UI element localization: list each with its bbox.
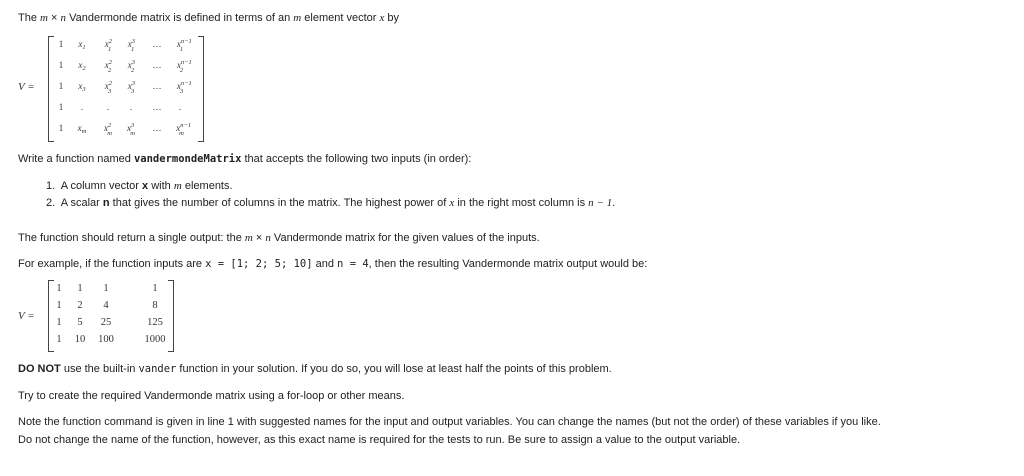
math-n: n (265, 232, 271, 244)
matrix-entry: 1 (58, 102, 64, 112)
example-text: For example, if the function inputs are (18, 258, 206, 270)
matrix-entry (70, 60, 94, 70)
matrix-entry: 1 (152, 283, 158, 294)
intro-paragraph (18, 12, 399, 24)
matrix-entry (168, 122, 192, 137)
times-symbol: × (252, 232, 266, 244)
symbol-subscript: 3 (131, 88, 135, 95)
list-text: that gives the number of columns in the matrix. The highest power of (109, 197, 450, 209)
symbol-base: x (104, 60, 109, 70)
try-paragraph (18, 390, 404, 402)
list-number: 1. (46, 180, 56, 192)
matrix-entry: … (152, 81, 162, 91)
example-vandermonde-matrix (18, 278, 178, 354)
matrix-entry: 25 (100, 317, 112, 328)
matrix-entry (168, 59, 192, 74)
times-symbol: × (47, 12, 61, 24)
symbol-base: x (176, 123, 181, 133)
return-text: Vandermonde matrix for the given values of the inputs. (270, 232, 540, 244)
matrix-entry (70, 123, 94, 133)
list-text: A column vector (60, 180, 143, 192)
vander-code: vander (138, 363, 177, 375)
matrix-entry: 1 (56, 317, 62, 328)
note-text: Note the function command is given in line 1 with suggested names for the input and output variables. You can change the names (but not the order) of these variables if you like. (18, 416, 881, 428)
symbol-subscript: m (81, 128, 87, 135)
write-text: that accepts the following two inputs (in order): (241, 153, 472, 165)
symbol-superscript: 3 (131, 59, 135, 66)
symbol-base: x (104, 39, 109, 49)
symbol-subscript: 2 (131, 67, 135, 74)
return-text: The function should return a single output: the (18, 232, 245, 244)
symbol-superscript: n−1 (180, 122, 192, 129)
symbol-base: x (104, 81, 109, 91)
matrix-lhs-label: V = (18, 81, 35, 93)
list-text: A scalar (60, 197, 103, 209)
list-text: with (148, 180, 174, 192)
symbol-subscript: 1 (131, 46, 135, 53)
symbol-subscript: 2 (108, 67, 112, 74)
list-text: . (612, 197, 616, 209)
symbol-base: x (127, 39, 132, 49)
donot-text: use the built-in (60, 363, 139, 375)
matrix-entry (168, 80, 192, 95)
example-x-code: x = [1; 2; 5; 10] (205, 258, 313, 270)
symbol-subscript: 3 (108, 88, 112, 95)
math-m: m (40, 12, 48, 24)
matrix-entry (119, 59, 143, 74)
intro-text: The (18, 12, 41, 24)
intro-text: by (384, 12, 400, 24)
matrix-lhs-label: V = (18, 310, 35, 322)
symbol-superscript: 2 (108, 80, 112, 87)
symbol-superscript: 3 (131, 80, 135, 87)
note-paragraph-line-1 (18, 416, 881, 428)
example-n-code: n = 4 (337, 258, 369, 270)
matrix-entry: 8 (152, 300, 158, 311)
matrix-entry: 4 (103, 300, 109, 311)
matrix-entry: 1 (56, 300, 62, 311)
symbol-base: x (77, 123, 82, 133)
matrix-entry: 1 (56, 283, 62, 294)
symbol-base: x (78, 39, 83, 49)
symbol-subscript: m (130, 130, 135, 137)
list-text: elements. (181, 180, 233, 192)
list-bold-term: x (142, 180, 149, 192)
math-m: m (244, 232, 253, 244)
symbol-subscript: 1 (108, 46, 112, 53)
matrix-entry (96, 80, 120, 95)
symbol-base: x (127, 81, 132, 91)
donot-bold: DO NOT (18, 363, 61, 375)
symbol-base: x (127, 60, 132, 70)
write-text: Write a function named (18, 153, 134, 165)
math-n: n (60, 12, 67, 24)
symbol-superscript: n−1 (180, 59, 192, 66)
symbol-superscript: n−1 (180, 80, 192, 87)
example-paragraph (18, 258, 647, 270)
symbol-base: x (176, 81, 181, 91)
matrix-entry: . (178, 102, 182, 112)
list-bold-term: n (102, 197, 110, 209)
math-m: m (293, 12, 302, 24)
matrix-entry (119, 38, 143, 53)
symbol-superscript: 3 (131, 38, 135, 45)
symbol-superscript: 2 (108, 122, 112, 129)
math-m: m (173, 180, 182, 192)
matrix-entry: 1 (58, 123, 64, 133)
symbol-base: x (176, 39, 181, 49)
math-x: x (379, 12, 385, 24)
return-paragraph (18, 232, 540, 244)
try-text: Try to create the required Vandermonde matrix using a for-loop or other means. (18, 390, 405, 402)
note-paragraph-line-2 (18, 434, 740, 446)
general-vandermonde-matrix (18, 34, 208, 146)
symbol-subscript: 1 (179, 46, 184, 53)
matrix-entry: … (152, 123, 162, 133)
matrix-entry (119, 80, 143, 95)
symbol-subscript: m (107, 130, 112, 137)
intro-text: element vector (301, 12, 380, 24)
list-number: 2. (46, 197, 56, 209)
matrix-entry (70, 39, 94, 49)
matrix-entry (96, 122, 120, 137)
example-text: , then the resulting Vandermonde matrix output would be: (368, 258, 648, 270)
write-function-paragraph (18, 153, 471, 165)
matrix-entry: . (106, 102, 110, 112)
matrix-entry (119, 122, 143, 137)
symbol-subscript: 3 (179, 88, 184, 95)
symbol-base: x (78, 60, 83, 70)
matrix-entry: … (152, 102, 162, 112)
matrix-entry (168, 38, 192, 53)
symbol-subscript: 1 (82, 44, 86, 51)
matrix-entry: 2 (77, 300, 83, 311)
math-x: x (449, 197, 455, 209)
donot-text: function in your solution. If you do so, you will lose at least half the points of this problem. (176, 363, 612, 375)
matrix-entry: 125 (147, 317, 163, 328)
matrix-entry: 1 (77, 283, 83, 294)
list-item (46, 180, 233, 192)
symbol-subscript: 3 (82, 86, 86, 93)
intro-text: Vandermonde matrix is defined in terms of an (66, 12, 294, 24)
symbol-base: x (104, 123, 109, 133)
matrix-entry: 1 (58, 39, 64, 49)
example-text: and (312, 258, 338, 270)
matrix-entry: 1 (103, 283, 109, 294)
function-name-code: vandermondeMatrix (133, 153, 242, 165)
note-text: Do not change the name of the function, however, as this exact name is required for the tests to run. Be sure to assign a value to the output variable. (18, 434, 741, 446)
symbol-subscript: 2 (82, 65, 86, 72)
symbol-base: x (78, 81, 83, 91)
matrix-entry: 100 (98, 334, 114, 345)
symbol-subscript: m (179, 130, 184, 137)
matrix-entry: … (152, 39, 162, 49)
symbol-base: x (127, 123, 132, 133)
matrix-entry: 5 (77, 317, 83, 328)
list-text: in the right most column is (454, 197, 589, 209)
symbol-base: x (176, 60, 181, 70)
matrix-entry: 1 (56, 334, 62, 345)
matrix-entry (70, 81, 94, 91)
symbol-superscript: n−1 (180, 38, 192, 45)
symbol-superscript: 2 (108, 38, 112, 45)
donot-paragraph (18, 363, 612, 375)
matrix-entry: . (80, 102, 84, 112)
list-item (46, 197, 615, 209)
matrix-entry: 1000 (144, 334, 166, 345)
matrix-entry: 1 (58, 60, 64, 70)
symbol-superscript: 3 (131, 122, 135, 129)
matrix-entry: 1 (58, 81, 64, 91)
right-bracket (198, 36, 204, 142)
matrix-entry: . (129, 102, 133, 112)
symbol-subscript: 2 (179, 67, 184, 74)
matrix-entry: 10 (74, 334, 86, 345)
matrix-entry (96, 38, 120, 53)
math-n-minus-1: n − 1 (588, 197, 613, 209)
symbol-superscript: 2 (108, 59, 112, 66)
matrix-entry (96, 59, 120, 74)
matrix-entry: … (152, 60, 162, 70)
